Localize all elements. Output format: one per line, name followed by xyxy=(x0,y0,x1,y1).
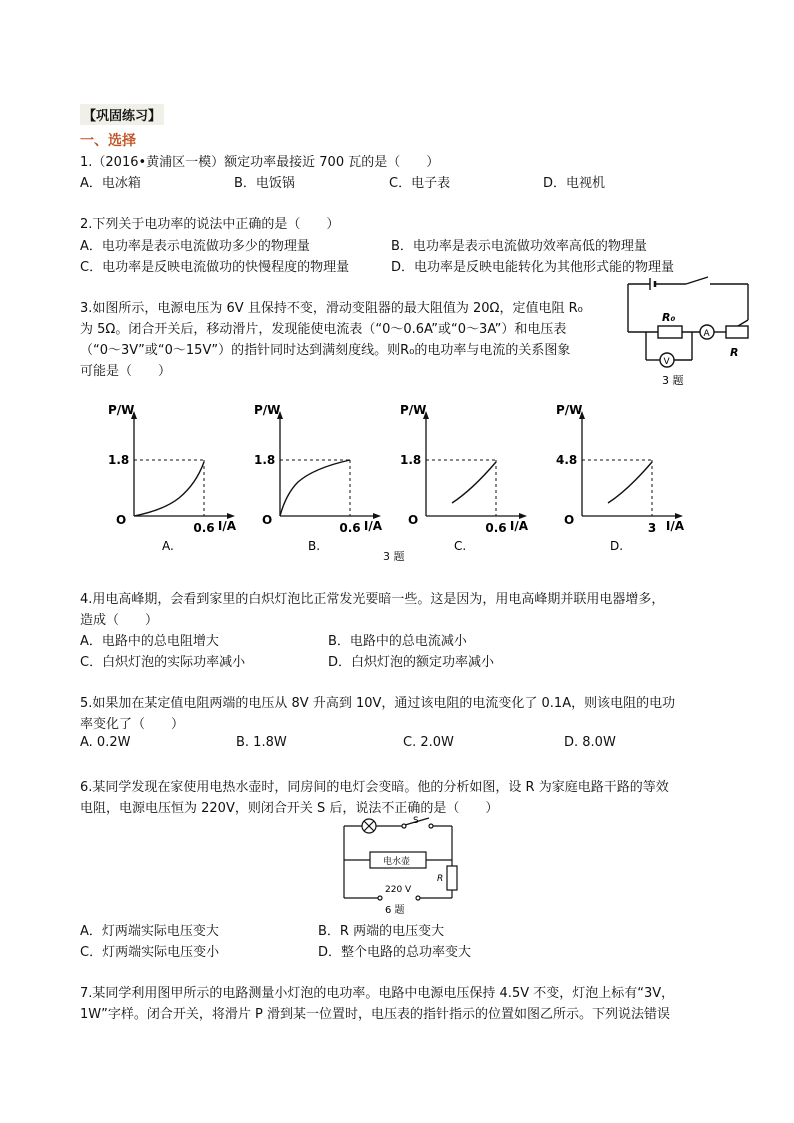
q3-rheostat-label: R xyxy=(730,346,739,359)
graph-option-label: B. xyxy=(308,539,321,553)
y-axis-label: P/W xyxy=(254,403,281,417)
q3-circuit-diagram xyxy=(620,276,760,388)
origin-label: O xyxy=(116,513,127,527)
section-title: 一、选择 xyxy=(80,133,136,149)
y-axis-label: P/W xyxy=(400,403,427,417)
q3-line-2: 为 5Ω。闭合开关后，移动滑片，发现能使电流表（“0～0.6A”或“0～3A”）和电压表 xyxy=(80,322,567,337)
q2-option-c: C．电功率是反映电流做功的快慢程度的物理量 xyxy=(80,260,350,275)
x-axis-label: I/A xyxy=(509,519,528,533)
q1-option-b: B．电饭锅 xyxy=(234,176,295,191)
q3-line-1: 3.如图所示，电源电压为 6V 且保持不变，滑动变阻器的最大阻值为 20Ω，定值电阻 R₀ xyxy=(80,301,583,316)
q6-kettle-label: 电水壶 xyxy=(383,857,411,867)
graph-option-label: C. xyxy=(454,539,467,553)
y-tick-label: 1.8 xyxy=(254,453,276,467)
q6-option-c: C．灯两端实际电压变小 xyxy=(80,945,220,960)
x-axis-label: I/A xyxy=(665,519,684,533)
q7-line-1: 7.某同学利用图甲所示的电路测量小灯泡的电功率。电路中电源电压保持 4.5V 不变，灯泡上标有“3V， xyxy=(80,986,675,1001)
q5-line-1: 5.如果加在某定值电阻两端的电压从 8V 升高到 10V，通过该电阻的电流变化了 0.1A，则该电阻的电功 xyxy=(80,696,676,711)
q2-option-a: A．电功率是表示电流做功多少的物理量 xyxy=(80,239,310,254)
q6-line-2: 电阻，电源电压恒为 220V，则闭合开关 S 后，说法不正确的是（ ） xyxy=(80,801,499,816)
q6-option-d: D．整个电路的总功率变大 xyxy=(318,945,472,960)
power-curve xyxy=(608,462,652,503)
q6-resistor-label: R xyxy=(437,874,444,884)
x-axis-label: I/A xyxy=(363,519,382,533)
y-tick-label: 1.8 xyxy=(400,453,422,467)
origin-label: O xyxy=(408,513,419,527)
q6-circuit-caption: 6 题 xyxy=(385,905,405,916)
q6-option-a: A．灯两端实际电压变大 xyxy=(80,924,219,939)
origin-label: O xyxy=(564,513,575,527)
graph-d xyxy=(552,398,692,556)
q2-stem: 2.下列关于电功率的说法中正确的是（ ） xyxy=(80,217,340,232)
x-tick-label: 3 xyxy=(647,521,657,535)
q2-option-d: D．电功率是反映电能转化为其他形式能的物理量 xyxy=(391,260,675,275)
q2-option-b: B．电功率是表示电流做功效率高低的物理量 xyxy=(391,239,647,254)
q6-option-b: B．R 两端的电压变大 xyxy=(318,924,445,939)
origin-label: O xyxy=(262,513,273,527)
q1-option-c: C．电子表 xyxy=(389,176,451,191)
power-curve xyxy=(134,462,204,516)
q4-option-b: B．电路中的总电流减小 xyxy=(328,634,467,649)
q1-option-a: A．电冰箱 xyxy=(80,176,141,191)
q6-line-1: 6.某同学发现在家使用电热水壶时，同房间的电灯会变暗。他的分析如图，设 R 为家庭电路干路的等效 xyxy=(80,780,669,795)
q3-circuit-caption: 3 题 xyxy=(662,374,684,387)
q3-ammeter-label: A xyxy=(703,329,710,339)
q4-line-1: 4.用电高峰期，会看到家里的白炽灯泡比正常发光要暗一些。这是因为，用电高峰期并联用电器增多， xyxy=(80,592,665,607)
q4-option-a: A．电路中的总电阻增大 xyxy=(80,634,219,649)
q4-option-d: D．白炽灯泡的额定功率减小 xyxy=(328,655,495,670)
q3-voltmeter-label: V xyxy=(663,357,670,367)
x-axis-label: I/A xyxy=(217,519,236,533)
graph-c xyxy=(396,398,536,556)
q3-graph-caption: 3 题 xyxy=(383,550,405,563)
q3-line-4: 可能是（ ） xyxy=(80,364,172,379)
x-tick-label: 0.6 xyxy=(485,521,507,535)
q1-stem: 1.（2016•黄浦区一模）额定功率最接近 700 瓦的是（ ） xyxy=(80,155,440,170)
y-axis-label: P/W xyxy=(108,403,135,417)
power-curve xyxy=(452,462,496,503)
x-tick-label: 0.6 xyxy=(193,521,215,535)
q4-line-2: 造成（ ） xyxy=(80,613,159,628)
graph-b xyxy=(250,398,390,556)
q6-circuit-diagram xyxy=(334,814,464,918)
section-badge: 【巩固练习】 xyxy=(80,104,164,125)
q6-switch-label: S xyxy=(413,816,419,826)
y-tick-label: 1.8 xyxy=(108,453,130,467)
q5-option-d: D. 8.0W xyxy=(564,735,616,750)
y-axis-label: P/W xyxy=(556,403,583,417)
q7-line-2: 1W”字样。闭合开关，将滑片 P 滑到某一位置时，电压表的指针指示的位置如图乙所示。下列说法错误 xyxy=(80,1007,670,1022)
q5-line-2: 率变化了（ ） xyxy=(80,717,185,732)
graph-option-label: A. xyxy=(162,539,174,553)
q3-line-3: （“0～3V”或“0～15V”）的指针同时达到满刻度线。则R₀的电功率与电流的关系图象 xyxy=(80,343,571,358)
q1-option-d: D．电视机 xyxy=(543,176,606,191)
q4-option-c: C．白炽灯泡的实际功率减小 xyxy=(80,655,246,670)
graph-option-label: D. xyxy=(610,539,624,553)
q5-option-a: A. 0.2W xyxy=(80,735,131,750)
q5-option-b: B. 1.8W xyxy=(236,735,287,750)
graph-a xyxy=(104,398,244,556)
q5-option-c: C. 2.0W xyxy=(403,735,454,750)
x-tick-label: 0.6 xyxy=(339,521,361,535)
power-curve xyxy=(280,460,350,516)
q3-r0-label: R₀ xyxy=(662,311,676,324)
y-tick-label: 4.8 xyxy=(556,453,578,467)
q6-voltage-label: 220 V xyxy=(385,885,412,895)
